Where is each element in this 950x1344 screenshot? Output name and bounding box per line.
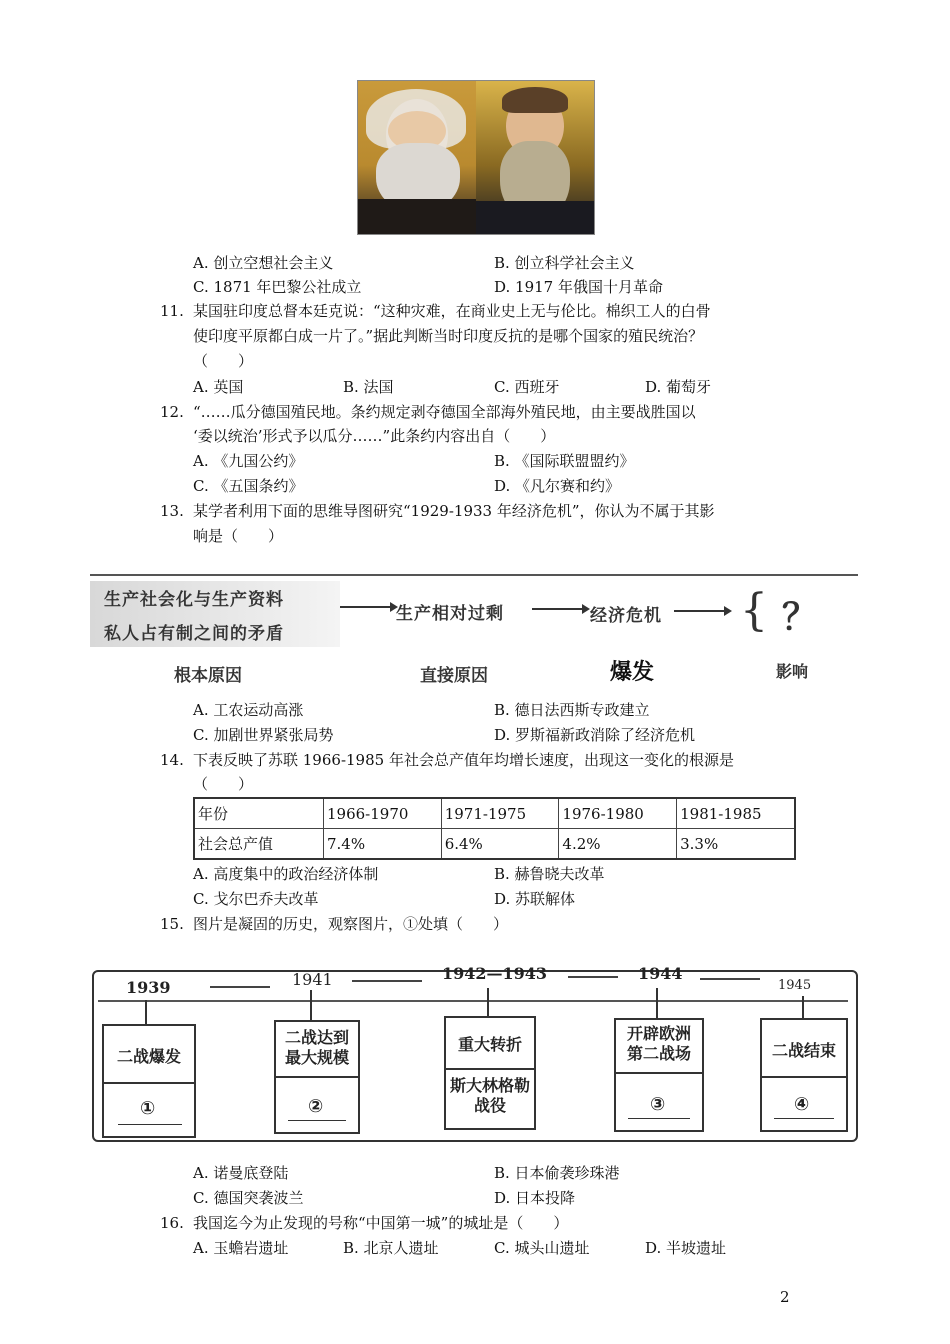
timeline-box-1944 xyxy=(614,1018,704,1132)
table-cell: 社会总产值 xyxy=(194,829,324,860)
portrait-marx xyxy=(358,81,476,234)
q15-option-d: D. 日本投降 xyxy=(494,1189,576,1207)
q10-option-b: B. 创立科学社会主义 xyxy=(494,254,635,272)
q16-option-c: C. 城头山遗址 xyxy=(494,1239,590,1257)
box-label: 二战爆发 xyxy=(116,1047,181,1066)
q12-number: 12. xyxy=(160,403,184,421)
q12-option-b: B. 《国际联盟盟约》 xyxy=(494,452,635,470)
q14-option-b: B. 赫鲁晓夫改革 xyxy=(494,865,605,883)
timeline-box-1939 xyxy=(102,1024,196,1138)
table-cell: 3.3% xyxy=(677,829,795,860)
q15-option-b: B. 日本偷袭珍珠港 xyxy=(494,1164,620,1182)
q16-option-d: D. 半坡遗址 xyxy=(645,1239,727,1257)
arrow-icon xyxy=(530,601,592,617)
mm-root-line2: 私人占有制之间的矛盾 xyxy=(104,624,284,644)
q14-option-c: C. 戈尔巴乔夫改革 xyxy=(193,890,319,908)
year-1939: 1939 xyxy=(126,978,171,997)
q10-option-a: A. 创立空想社会主义 xyxy=(193,254,334,272)
blank-4: ④ xyxy=(794,1094,810,1115)
q12-option-d: D. 《凡尔赛和约》 xyxy=(494,477,621,495)
table-cell: 6.4% xyxy=(441,829,559,860)
q15-option-c: C. 德国突袭波兰 xyxy=(193,1189,304,1207)
mm-label-outbreak: 爆发 xyxy=(610,660,655,685)
q10-option-c: C. 1871 年巴黎公社成立 xyxy=(193,278,362,296)
timeline-box-1941 xyxy=(274,1020,360,1134)
q11-answer-blank: （ ） xyxy=(193,352,254,370)
table-row xyxy=(194,798,795,829)
q14-option-a: A. 高度集中的政治经济体制 xyxy=(193,865,379,883)
mm-economic-crisis: 经济危机 xyxy=(590,606,662,626)
portrait-engels xyxy=(476,81,594,234)
table-cell: 4.2% xyxy=(559,829,677,860)
table-cell: 7.4% xyxy=(324,829,442,860)
mm-root-line1: 生产社会化与生产资料 xyxy=(104,590,284,610)
growth-table xyxy=(193,797,796,860)
mind-map-figure xyxy=(90,571,860,691)
blank-3: ③ xyxy=(650,1094,666,1115)
q15-option-a: A. 诺曼底登陆 xyxy=(193,1164,289,1182)
q12-option-c: C. 《五国条约》 xyxy=(193,477,304,495)
q13-stem-line1: 某学者利用下面的思维导图研究“1929-1933 年经济危机”，你认为不属于其影 xyxy=(193,502,715,520)
year-1942-1943: 1942—1943 xyxy=(442,964,548,983)
arrow-icon xyxy=(338,599,400,615)
q13-option-a: A. 工农运动高涨 xyxy=(193,701,304,719)
q16-stem-line1: 我国迄今为止发现的号称“中国第一城”的城址是（ ） xyxy=(193,1214,569,1232)
q12-stem-line2: ‘委以统治’形式予以瓜分……”此条约内容出自（ ） xyxy=(193,427,556,445)
ww2-timeline-figure xyxy=(90,962,858,1142)
q14-answer-blank: （ ） xyxy=(193,775,254,793)
q13-number: 13. xyxy=(160,502,184,520)
timeline-box-1945 xyxy=(760,1018,848,1132)
box-label: 开辟欧洲第二战场 xyxy=(626,1024,691,1063)
table-cell: 1966-1970 xyxy=(324,798,442,829)
table-cell: 1981-1985 xyxy=(677,798,795,829)
table-cell: 1971-1975 xyxy=(441,798,559,829)
page-number: 2 xyxy=(780,1288,790,1306)
q15-stem-line1: 图片是凝固的历史，观察图片，①处填（ ） xyxy=(193,915,509,933)
box-label: 二战达到最大规模 xyxy=(284,1028,349,1067)
mm-label-direct-cause: 直接原因 xyxy=(420,666,488,686)
mm-overproduction: 生产相对过剩 xyxy=(396,604,504,624)
q12-option-a: A. 《九国公约》 xyxy=(193,452,304,470)
q11-option-c: C. 西班牙 xyxy=(494,378,560,396)
q13-stem-line2: 响是（ ） xyxy=(193,527,284,545)
q12-stem-line1: “……瓜分德国殖民地。条约规定剥夺德国全部海外殖民地，由主要战胜国以 xyxy=(193,403,696,421)
table-row xyxy=(194,829,795,860)
portraits-image xyxy=(357,80,595,235)
q11-number: 11. xyxy=(160,302,184,320)
mm-question-mark: ？ xyxy=(782,597,819,638)
arrow-icon xyxy=(672,603,734,619)
q15-number: 15. xyxy=(160,915,184,933)
year-1945: 1945 xyxy=(778,978,812,993)
table-cell: 年份 xyxy=(194,798,324,829)
q14-stem-line1: 下表反映了苏联 1966-1985 年社会总产值年均增长速度，出现这一变化的根源是 xyxy=(193,751,734,769)
q10-option-d: D. 1917 年俄国十月革命 xyxy=(494,278,663,296)
q11-stem-line1: 某国驻印度总督本廷克说：“这种灾难，在商业史上无与伦比。棉织工人的白骨 xyxy=(193,302,711,320)
q11-option-b: B. 法国 xyxy=(343,378,394,396)
q13-option-d: D. 罗斯福新政消除了经济危机 xyxy=(494,726,696,744)
q11-option-a: A. 英国 xyxy=(193,378,244,396)
mm-label-root-cause: 根本原因 xyxy=(174,666,242,686)
q11-stem-line2: 使印度平原都白成一片了。”据此判断当时印度反抗的是哪个国家的殖民统治？ xyxy=(193,327,704,345)
q13-option-b: B. 德日法西斯专政建立 xyxy=(494,701,650,719)
box-label: 二战结束 xyxy=(771,1041,836,1060)
q13-option-c: C. 加剧世界紧张局势 xyxy=(193,726,334,744)
q16-number: 16. xyxy=(160,1214,184,1232)
timeline-box-1942-1943 xyxy=(444,1016,536,1130)
blank-1: ① xyxy=(140,1098,156,1119)
year-1944: 1944 xyxy=(638,964,683,983)
table-cell: 1976-1980 xyxy=(559,798,677,829)
blank-2: ② xyxy=(308,1096,324,1117)
box-label: 重大转折 xyxy=(457,1035,522,1054)
q16-option-b: B. 北京人遗址 xyxy=(343,1239,439,1257)
q14-option-d: D. 苏联解体 xyxy=(494,890,576,908)
brace-icon: { xyxy=(740,585,768,636)
q16-option-a: A. 玉蟾岩遗址 xyxy=(193,1239,289,1257)
q11-option-d: D. 葡萄牙 xyxy=(645,378,712,396)
box-sub-label: 斯大林格勒战役 xyxy=(450,1076,531,1115)
year-1941: 1941 xyxy=(292,970,333,989)
q14-number: 14. xyxy=(160,751,184,769)
mm-label-effect: 影响 xyxy=(776,662,809,681)
